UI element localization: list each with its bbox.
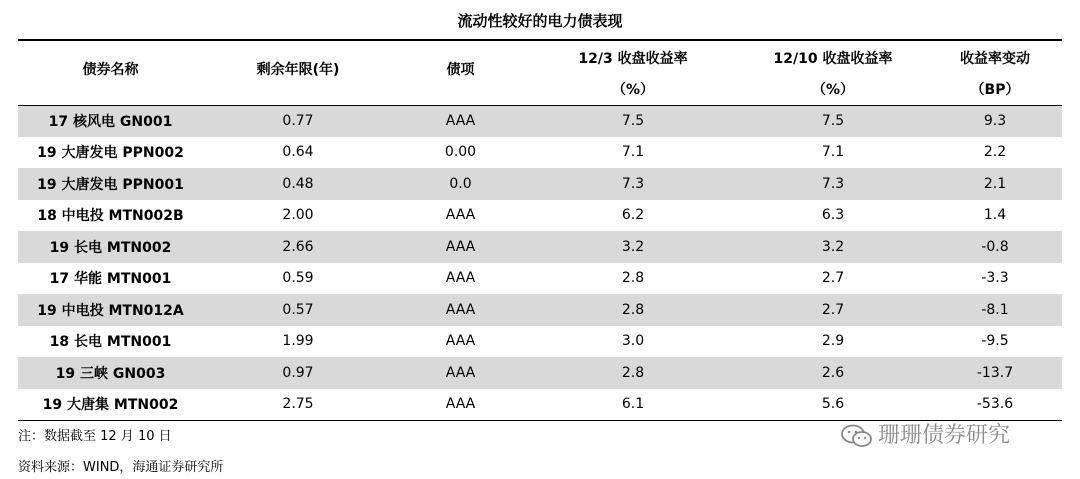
cell-yield-12-10: 3.2	[738, 231, 928, 263]
cell-yield-12-3: 6.2	[621, 207, 645, 224]
cell-rating: 0.0	[393, 168, 528, 200]
table-row	[18, 168, 1062, 200]
cell-yield-change: 2.2	[983, 144, 1007, 161]
cell-bond-name: 17 华能 MTN001	[49, 271, 172, 288]
cell-yield-12-3: 7.5	[528, 105, 738, 137]
table-row	[18, 357, 1062, 389]
cell-rating: AAA	[393, 357, 528, 389]
cell-yield-12-10: 5.6	[738, 389, 928, 421]
table-row	[18, 326, 1062, 358]
watermark-text: 珊珊债券研究	[878, 423, 1011, 448]
cell-remaining-years: 2.00	[282, 207, 314, 224]
bond-table	[18, 41, 1062, 421]
cell-bond-name: 19 三峡 GN003	[18, 357, 203, 389]
header-bond-name: 债券名称	[18, 41, 203, 105]
cell-rating: 0.00	[444, 144, 477, 161]
cell-yield-change: -13.7	[928, 357, 1062, 389]
cell-remaining-years: 2.66	[203, 231, 393, 263]
footnote: 注：数据截至 12 月 10 日	[18, 429, 172, 444]
cell-remaining-years: 1.99	[282, 333, 314, 350]
header-yield-change: 收益率变动 （BP）	[928, 41, 1062, 105]
cell-yield-12-10: 6.3	[821, 207, 845, 224]
cell-bond-name: 19 大唐发电 PPN002	[37, 145, 184, 162]
cell-remaining-years: 0.57	[203, 294, 393, 326]
cell-yield-change: -53.6	[928, 389, 1062, 421]
table-title: 流动性较好的电力债表现	[18, 0, 1062, 41]
cell-yield-change: -0.8	[928, 231, 1062, 263]
cell-yield-12-3: 2.8	[621, 270, 645, 287]
table-container	[18, 0, 1062, 421]
cell-rating: AAA	[393, 231, 528, 263]
table-row	[18, 263, 1062, 295]
cell-remaining-years: 0.97	[203, 357, 393, 389]
cell-yield-12-3: 6.1	[528, 389, 738, 421]
cell-yield-change: -8.1	[928, 294, 1062, 326]
cell-yield-12-10: 7.5	[738, 105, 928, 137]
cell-rating: AAA	[445, 207, 476, 224]
table-row	[18, 137, 1062, 169]
cell-yield-12-10: 2.7	[738, 294, 928, 326]
cell-rating: AAA	[445, 333, 476, 350]
table-body	[18, 105, 1062, 420]
cell-bond-name: 17 核风电 GN001	[18, 105, 203, 137]
table-row	[18, 294, 1062, 326]
cell-remaining-years: 0.59	[282, 270, 314, 287]
cell-remaining-years: 0.77	[203, 105, 393, 137]
cell-yield-12-3: 2.8	[528, 294, 738, 326]
cell-yield-change: 2.1	[928, 168, 1062, 200]
cell-yield-12-10: 7.1	[821, 144, 845, 161]
source-note: 资料来源：WIND，海通证券研究所	[18, 460, 224, 475]
header-rating: 债项	[393, 41, 528, 105]
cell-yield-12-3: 3.0	[621, 333, 645, 350]
header-remaining-years: 剩余年限(年)	[203, 41, 393, 105]
cell-yield-change: -3.3	[981, 270, 1009, 287]
table-row	[18, 200, 1062, 232]
header-yield-12-10: 12/10 收盘收益率 （%）	[738, 41, 928, 105]
cell-rating: AAA	[445, 270, 476, 287]
cell-remaining-years: 0.64	[282, 144, 314, 161]
cell-rating: AAA	[393, 105, 528, 137]
wechat-icon	[840, 424, 874, 448]
cell-bond-name: 18 中电投 MTN002B	[37, 208, 184, 225]
table-row	[18, 389, 1062, 421]
watermark	[840, 418, 1010, 449]
cell-rating: AAA	[393, 389, 528, 421]
cell-bond-name: 19 长电 MTN002	[18, 231, 203, 263]
header-row	[18, 41, 1062, 105]
cell-yield-change: -9.5	[981, 333, 1009, 350]
cell-bond-name: 19 大唐集 MTN002	[18, 389, 203, 421]
cell-yield-12-3: 7.3	[528, 168, 738, 200]
cell-remaining-years: 0.48	[203, 168, 393, 200]
cell-yield-12-3: 7.1	[621, 144, 645, 161]
cell-remaining-years: 2.75	[203, 389, 393, 421]
cell-bond-name: 19 中电投 MTN012A	[18, 294, 203, 326]
cell-yield-12-10: 2.9	[821, 333, 845, 350]
cell-yield-change: 9.3	[928, 105, 1062, 137]
cell-yield-12-3: 2.8	[528, 357, 738, 389]
cell-bond-name: 18 长电 MTN001	[49, 334, 172, 351]
table-row	[18, 231, 1062, 263]
cell-yield-12-10: 2.7	[821, 270, 845, 287]
cell-rating: AAA	[393, 294, 528, 326]
cell-yield-12-10: 7.3	[738, 168, 928, 200]
cell-bond-name: 19 大唐发电 PPN001	[18, 168, 203, 200]
cell-yield-12-3: 3.2	[528, 231, 738, 263]
cell-yield-12-10: 2.6	[738, 357, 928, 389]
header-yield-12-3: 12/3 收盘收益率 （%）	[528, 41, 738, 105]
table-row	[18, 105, 1062, 137]
cell-yield-change: 1.4	[983, 207, 1007, 224]
